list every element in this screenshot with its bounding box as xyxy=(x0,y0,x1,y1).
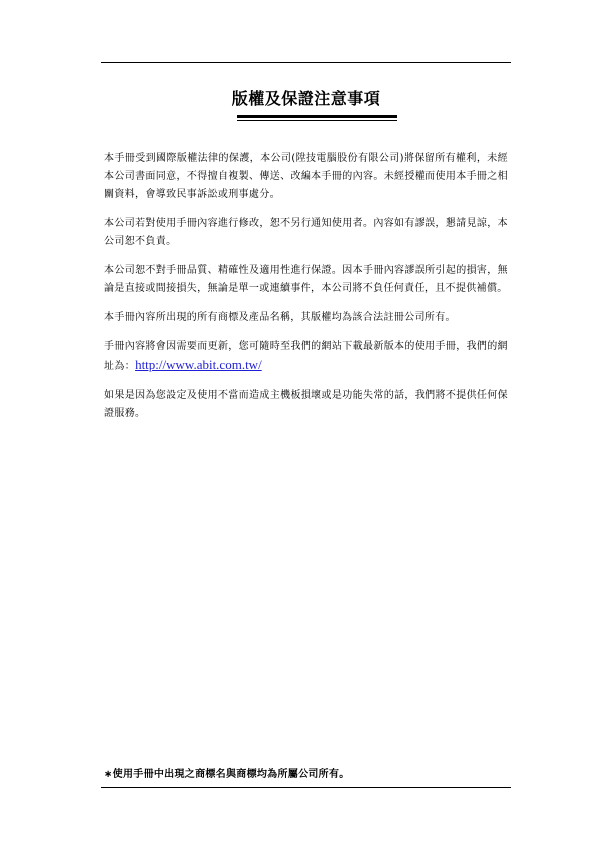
footer-rule xyxy=(101,787,511,788)
document-body xyxy=(104,150,508,434)
page-title: 版權及保證注意事項 xyxy=(231,89,381,108)
header-rule xyxy=(101,62,511,63)
update-text: 手冊內容將會因需要而更新，您可隨時至我們的網站下載最新版本的使用手冊，我們的網址為： xyxy=(104,341,508,372)
paragraph-no-warranty: 如果是因為您設定及使用不當而造成主機板損壞或是功能失常的話，我們將不提供任何保證服務。 xyxy=(104,390,508,419)
trademark-footnote: ∗使用手冊中出現之商標名與商標均為所屬公司所有。 xyxy=(104,769,350,780)
title-underline-thin xyxy=(237,120,397,121)
paragraph-copyright: 本手冊受到國際版權法律的保護，本公司(陞技電腦股份有限公司)將保留所有權利，未經本公司書面同意，不得擅自複製、傳送、改編本手冊的內容。未經授權而使用本手冊之相關資料，會導致民事訴訟或刑事處分。 xyxy=(104,153,508,200)
title-underline-thick xyxy=(237,115,397,118)
title-underline xyxy=(237,115,397,122)
paragraph-update xyxy=(104,338,508,376)
website-link[interactable]: http://www.abit.com.tw/ xyxy=(135,357,262,372)
paragraph-modification: 本公司若對使用手冊內容進行修改，恕不另行通知使用者。內容如有謬誤，懇請見諒，本公司恕不負責。 xyxy=(104,218,508,247)
paragraph-warranty: 本公司恕不對手冊品質、精確性及適用性進行保證。因本手冊內容謬誤所引起的損害，無論是直接或間接損失，無論是單一或連續事件，本公司將不負任何責任，且不提供補償。 xyxy=(104,265,508,294)
paragraph-trademarks: 本手冊內容所出現的所有商標及產品名稱，其版權均為該合法註冊公司所有。 xyxy=(104,312,456,323)
